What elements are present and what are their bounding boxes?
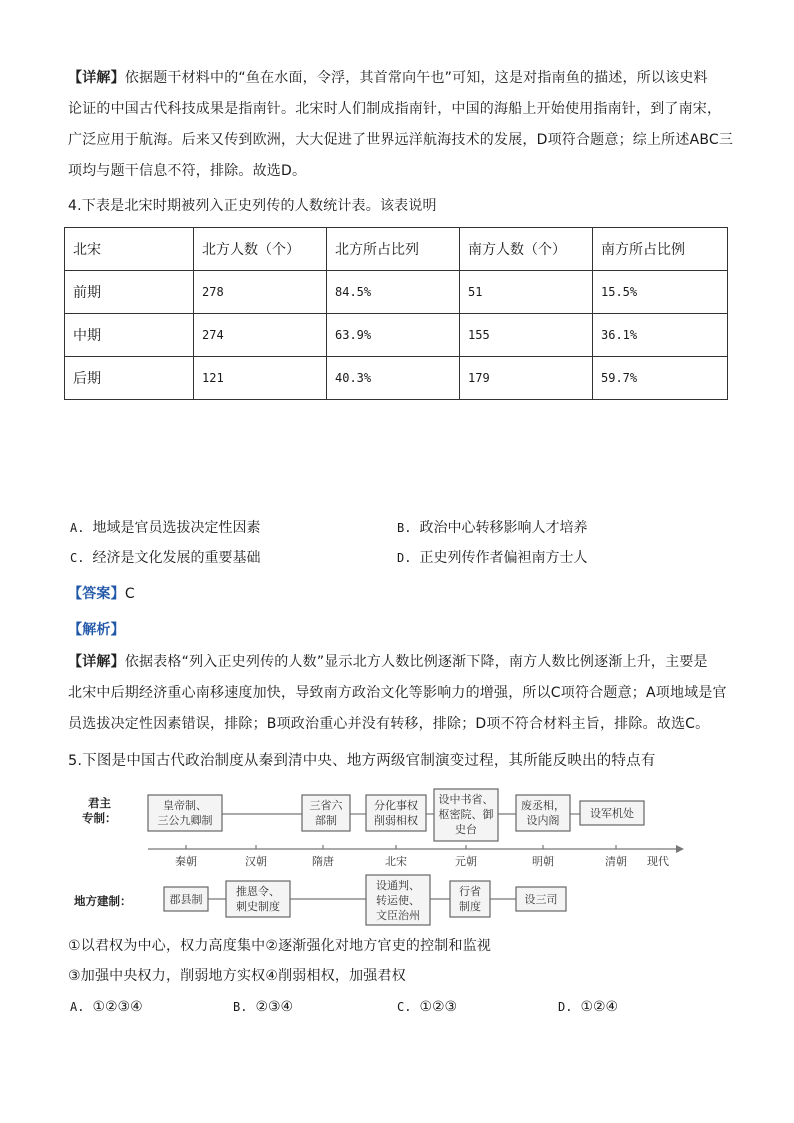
table-cell: 前期 <box>65 271 194 314</box>
table-row <box>65 314 728 357</box>
q3-detail-line-1: 【详解】依据题干材料中的“鱼在水面，令浮，其首常向午也”可知，这是对指南鱼的描述，所以该史料 <box>68 70 708 86</box>
svg-text:郡县制: 郡县制 <box>169 893 203 906</box>
q4-option-b: B. 政治中心转移影响人才培养 <box>397 520 588 536</box>
svg-text:刺史制度: 刺史制度 <box>236 900 280 913</box>
timeline-arrow-icon <box>676 845 684 853</box>
statistics-table <box>64 227 728 400</box>
q4-detail-line-3: 员选拔决定性因素错误，排除；B项政治重心并没有转移，排除；D项不符合材料主旨，排除。故选C。 <box>68 716 710 732</box>
dynasty-label: 明朝 <box>532 855 554 868</box>
q5-stem: 5.下图是中国古代政治制度从秦到清中央、地方两级官制演变过程，其所能反映出的特点有 <box>68 753 656 769</box>
table-cell: 后期 <box>65 357 194 400</box>
dynasty-label: 隋唐 <box>312 855 334 868</box>
svg-text:文臣治州: 文臣治州 <box>376 909 420 922</box>
table-header-cell: 北方人数（个） <box>194 228 327 271</box>
svg-text:枢密院、御: 枢密院、御 <box>438 808 494 821</box>
answer-value: C <box>124 586 135 602</box>
table-row <box>65 357 728 400</box>
q5-statement-2: ③加强中央权力，削弱地方实权④削弱相权，加强君权 <box>68 968 406 984</box>
svg-text:废丞相，: 废丞相， <box>521 799 565 812</box>
svg-text:分化事权: 分化事权 <box>374 799 418 812</box>
q4-detail-line-2: 北宋中后期经济重心南移速度加快，导致南方政治文化等影响力的增强，所以C项符合题意；A项地域是官 <box>68 685 727 701</box>
q5-option-a: A. ①②③④ <box>70 999 143 1015</box>
answer-tag: 【答案】 <box>68 586 125 602</box>
svg-text:制度: 制度 <box>459 900 481 913</box>
q3-detail-line-4: 项均与题干信息不符，排除。故选D。 <box>68 163 307 179</box>
svg-text:史台: 史台 <box>455 823 477 836</box>
svg-text:推恩令、: 推恩令、 <box>236 885 280 898</box>
table-cell: 51 <box>460 271 593 314</box>
svg-text:转运使、: 转运使、 <box>376 894 420 907</box>
q4-option-d: D. 正史列传作者偏袒南方士人 <box>397 550 588 566</box>
table-cell: 274 <box>194 314 327 357</box>
svg-text:行省: 行省 <box>459 885 481 898</box>
table-cell: 278 <box>194 271 327 314</box>
q5-option-c: C. ①②③ <box>397 999 458 1015</box>
q5-option-b: B. ②③④ <box>233 999 294 1015</box>
table-cell: 121 <box>194 357 327 400</box>
detail-tag: 【详解】 <box>68 654 125 670</box>
table-cell: 15.5% <box>593 271 728 314</box>
table-cell: 59.7% <box>593 357 728 400</box>
svg-text:设内阁: 设内阁 <box>526 814 560 827</box>
table-cell: 179 <box>460 357 593 400</box>
table-cell: 36.1% <box>593 314 728 357</box>
dynasty-label: 元朝 <box>455 855 477 868</box>
dynasty-label: 汉朝 <box>245 855 267 868</box>
dynasty-label: 清朝 <box>605 855 627 868</box>
local-label: 地方建制： <box>74 894 132 908</box>
q4-option-a: A. 地域是官员选拔决定性因素 <box>70 520 261 536</box>
table-header-cell: 南方人数（个） <box>460 228 593 271</box>
q3-detail-line-3: 广泛应用于航海。后来又传到欧洲，大大促进了世界远洋航海技术的发展，D项符合题意；综上所述ABC三 <box>68 132 734 148</box>
q5-statement-1: ①以君权为中心，权力高度集中②逐渐强化对地方官吏的控制和监视 <box>68 938 492 954</box>
svg-text:设军机处: 设军机处 <box>590 807 634 820</box>
svg-text:设中书省、: 设中书省、 <box>438 793 494 806</box>
q4-detail-line-1: 【详解】依据表格“列入正史列传的人数”显示北方人数比例逐渐下降，南方人数比例逐渐上升，主要是 <box>68 654 708 670</box>
svg-text:削弱相权: 削弱相权 <box>374 814 418 827</box>
svg-text:设通判、: 设通判、 <box>376 879 420 892</box>
table-header-cell: 北方所占比列 <box>327 228 460 271</box>
dynasty-label: 现代 <box>647 855 669 868</box>
table-cell: 63.9% <box>327 314 460 357</box>
dynasty-label: 北宋 <box>385 855 407 868</box>
q4-answer <box>68 578 728 610</box>
table-header-row <box>65 228 728 271</box>
q3-detail-line-2: 论证的中国古代科技成果是指南针。北宋时人们制成指南针，中国的海船上开始使用指南针，到了南宋， <box>68 101 722 117</box>
svg-text:设三司: 设三司 <box>524 893 558 906</box>
table-row <box>65 271 728 314</box>
svg-text:部制: 部制 <box>315 814 337 827</box>
table-cell: 155 <box>460 314 593 357</box>
q4-analysis-tag: 【解析】 <box>68 622 125 638</box>
dynasty-label: 秦朝 <box>175 855 197 868</box>
table-cell: 84.5% <box>327 271 460 314</box>
svg-text:三公九卿制: 三公九卿制 <box>157 814 213 827</box>
q4-option-c: C. 经济是文化发展的重要基础 <box>70 550 261 566</box>
svg-text:三省六: 三省六 <box>309 799 343 812</box>
q4-stem: 4.下表是北宋时期被列入正史列传的人数统计表。该表说明 <box>68 198 437 214</box>
table-header-cell: 北宋 <box>65 228 194 271</box>
svg-text:皇帝制、: 皇帝制、 <box>163 799 207 812</box>
table-cell: 中期 <box>65 314 194 357</box>
table-cell: 40.3% <box>327 357 460 400</box>
detail-tag: 【详解】 <box>68 70 125 86</box>
central-label-2: 专制： <box>82 811 117 825</box>
q5-option-d: D. ①②④ <box>558 999 619 1015</box>
political-system-diagram <box>68 787 688 929</box>
table-header-cell: 南方所占比例 <box>593 228 728 271</box>
central-label-1: 君主 <box>88 796 111 810</box>
